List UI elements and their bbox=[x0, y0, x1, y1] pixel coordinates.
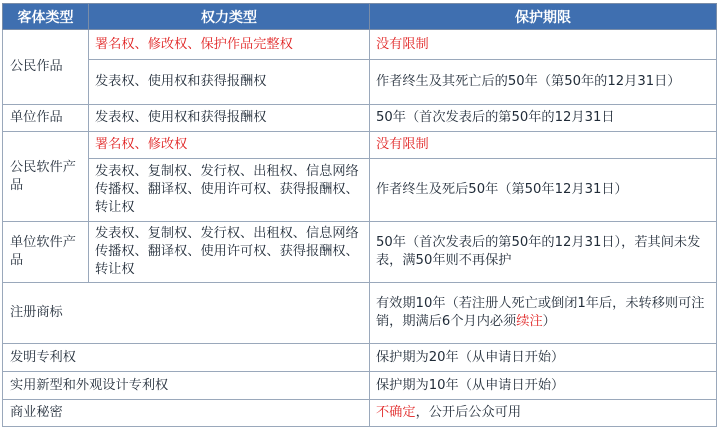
period-text: 没有限制 bbox=[376, 137, 429, 152]
period-cell bbox=[370, 105, 717, 132]
table-row bbox=[3, 159, 717, 222]
period-highlight: 不确定 bbox=[376, 405, 416, 420]
period-cell bbox=[370, 132, 717, 159]
header-row bbox=[3, 4, 717, 30]
rights-cell: 署名权、修改权、保护作品完整权 bbox=[89, 30, 370, 60]
category-cell: 单位软件产品 bbox=[3, 222, 89, 283]
header-object-type: 客体类型 bbox=[3, 4, 89, 30]
period-cell bbox=[370, 283, 717, 344]
table-row bbox=[3, 60, 717, 105]
period-text: 作者终生及其死亡后的50年（第50年的12月31日） bbox=[376, 74, 681, 89]
category-cell: 注册商标 bbox=[3, 283, 370, 344]
table-row bbox=[3, 30, 717, 60]
period-text: ） bbox=[542, 314, 556, 329]
table-row bbox=[3, 105, 717, 132]
category-cell: 公民作品 bbox=[3, 30, 89, 105]
period-text: 保护期为10年（从申请日开始） bbox=[376, 377, 565, 393]
period-cell bbox=[370, 30, 717, 60]
table-row bbox=[3, 400, 717, 427]
period-cell bbox=[370, 60, 717, 105]
period-cell bbox=[370, 222, 717, 283]
period-text: 没有限制 bbox=[376, 36, 429, 52]
protection-period-table-container bbox=[2, 3, 716, 432]
period-text: 50年（首次发表后的第50年的12月31日 bbox=[376, 110, 615, 125]
rights-cell: 发表权、使用权和获得报酬权 bbox=[89, 105, 370, 132]
table-row bbox=[3, 222, 717, 283]
category-cell: 公民软件产品 bbox=[3, 132, 89, 222]
period-cell bbox=[370, 159, 717, 222]
table-row bbox=[3, 372, 717, 400]
rights-cell: 发表权、复制权、发行权、出租权、信息网络传播权、翻译权、使用许可权、获得报酬权、转让权 bbox=[89, 159, 370, 222]
period-cell bbox=[370, 344, 717, 372]
category-cell: 发明专利权 bbox=[3, 344, 370, 372]
period-highlight: 续注 bbox=[516, 314, 543, 329]
table-row bbox=[3, 344, 717, 372]
category-cell: 单位作品 bbox=[3, 105, 89, 132]
rights-cell: 发表权、复制权、发行权、出租权、信息网络传播权、翻译权、使用许可权、获得报酬权、转让权 bbox=[89, 222, 370, 283]
period-cell bbox=[370, 372, 717, 400]
rights-cell: 发表权、使用权和获得报酬权 bbox=[89, 60, 370, 105]
rights-cell: 署名权、修改权 bbox=[89, 132, 370, 159]
period-text: 作者终生及死后50年（第50年12月31日） bbox=[376, 182, 628, 197]
table-row bbox=[3, 283, 717, 344]
period-text: 50年（首次发表后的第50年的12月31日），若其间未发表，满50年则不再保护 bbox=[376, 235, 701, 268]
category-cell: 商业秘密 bbox=[3, 400, 370, 427]
period-text: 有效期10年（若注册人死亡或倒闭1年后，未转移则可注销，期满后6个月内必须 bbox=[376, 296, 705, 329]
period-cell bbox=[370, 400, 717, 427]
period-text: 保护期为20年（从申请日开始） bbox=[376, 349, 565, 365]
header-protection-period: 保护期限 bbox=[370, 4, 717, 30]
category-cell: 实用新型和外观设计专利权 bbox=[3, 372, 370, 400]
period-text: ，公开后公众可用 bbox=[415, 405, 522, 420]
table-row bbox=[3, 132, 717, 159]
header-right-type: 权力类型 bbox=[89, 4, 370, 30]
protection-period-table bbox=[2, 3, 717, 427]
